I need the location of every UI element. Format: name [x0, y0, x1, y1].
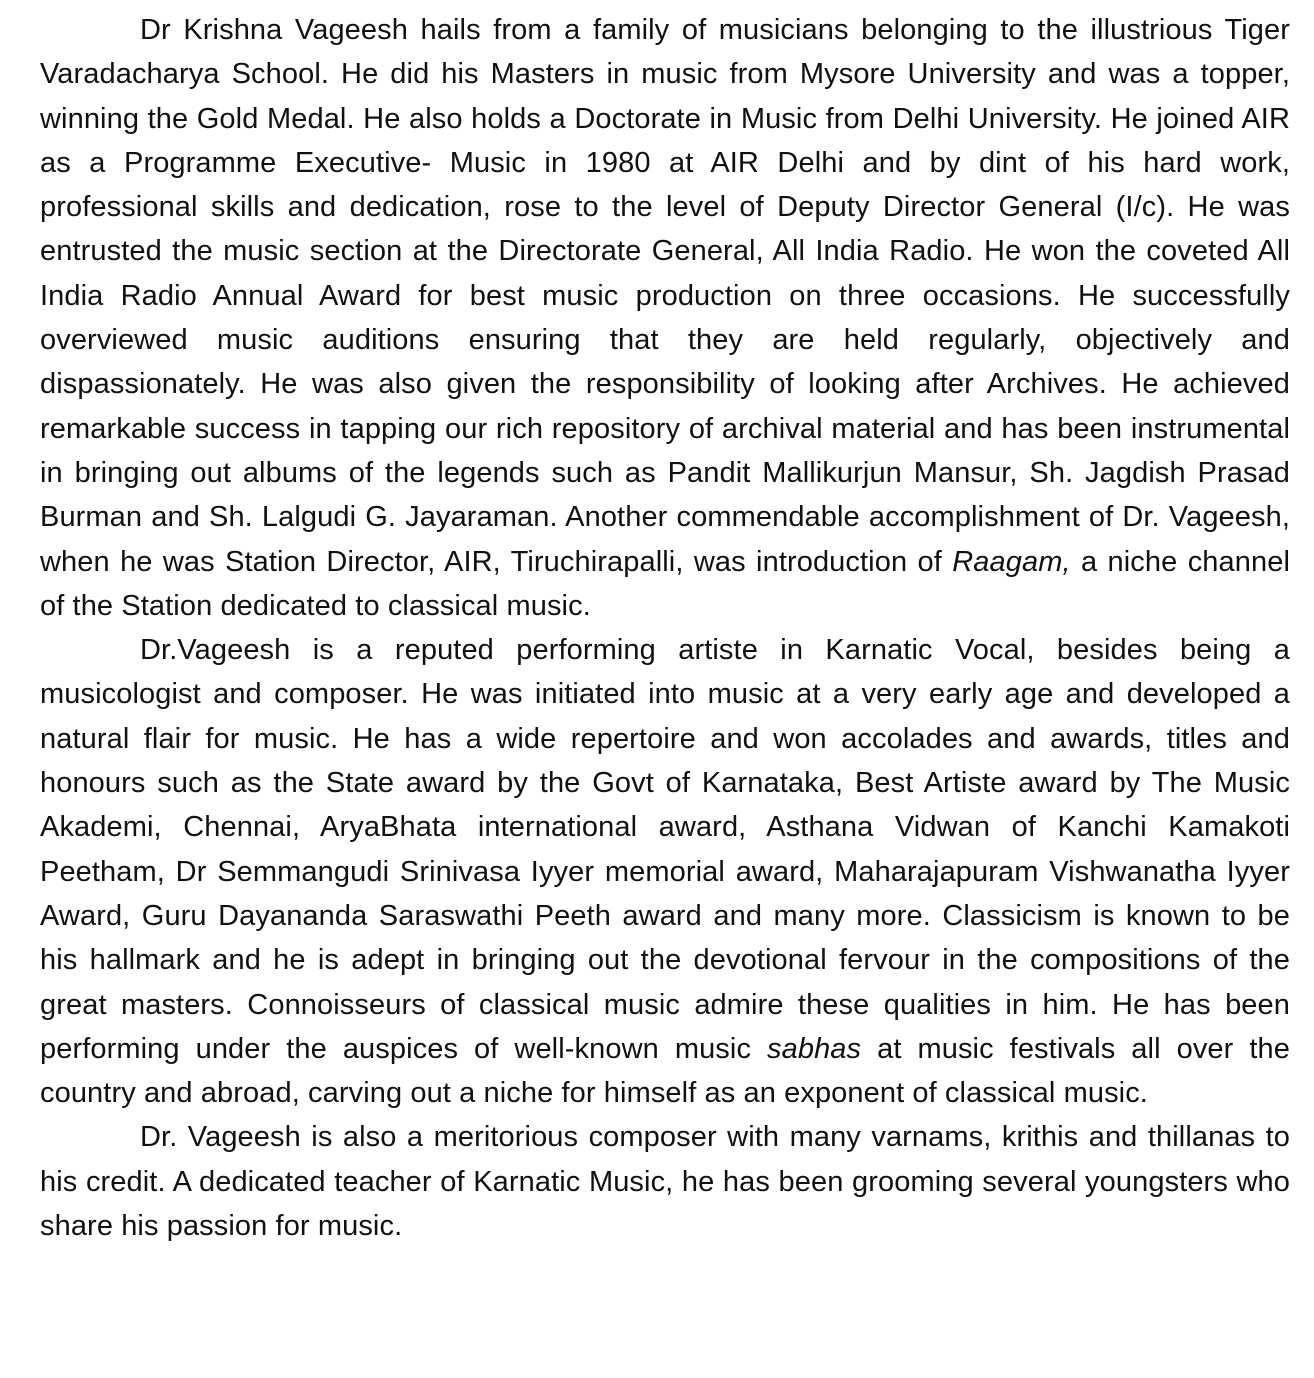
paragraph-biography-career: [40, 8, 1290, 628]
text-segment: at music festivals all over the country and abroad, carving out a niche for himself as an exponent of classical music.: [40, 1032, 1290, 1110]
text-segment: Dr Krishna Vageesh hails from a family of musicians belonging to the illustrious Tiger Varadacharya School. He did his Masters in music from Mysore University and was a topper, winning the Gold Medal. He also holds a Doctorate in Music from Delhi University. He joined AIR as a Programme Executive- Music in 1980 at AIR Delhi and by dint of his hard work, professional skills and dedication, rose to the level of Deputy Director General (I/c). He was entrusted the music section at the Directorate General, All India Radio. He won the coveted All India Radio Annual Award for best music production on three occasions. He successfully overviewed music auditions ensuring that they are held regularly, objectively and dispassionately. He was also given the responsibility of looking after Archives. He achieved remarkable success in tapping our rich repository of archival material and has been instrumental in bringing out albums of the legends such as Pandit Mallikurjun Mansur, Sh. Jagdish Prasad Burman and Sh. Lalgudi G. Jayaraman. Another commendable accomplishment of Dr. Vageesh, when he was Station Director, AIR, Tiruchirapalli, was introduction of: [40, 14, 1290, 578]
paragraph-biography-performer: [40, 628, 1290, 1115]
document-page: [40, 8, 1290, 1248]
text-segment: Dr. Vageesh is also a meritorious composer with many varnams, krithis and thillanas to his credit. A dedicated teacher of Karnatic Music, he has been grooming several youngsters who share his passion for music.: [40, 1121, 1290, 1243]
text-segment: Dr.Vageesh is a reputed performing artiste in Karnatic Vocal, besides being a musicologist and composer. He was initiated into music at a very early age and developed a natural flair for music. He has a wide repertoire and won accolades and awards, titles and honours such as the State award by the Govt of Karnataka, Best Artiste award by The Music Akademi, Chennai, AryaBhata international award, Asthana Vidwan of Kanchi Kamakoti Peetham, Dr Semmangudi Srinivasa Iyyer memorial award, Maharajapuram Vishwanatha Iyyer Award, Guru Dayananda Saraswathi Peeth award and many more. Classicism is known to be his hallmark and he is adept in bringing out the devotional fervour in the compositions of the great masters. Connoisseurs of classical music admire these qualities in him. He has been performing under the auspices of well-known music: [40, 634, 1290, 1065]
paragraph-biography-composer: [40, 1115, 1290, 1248]
channel-name-italic: Raagam,: [952, 545, 1071, 578]
sabhas-italic: sabhas: [767, 1032, 862, 1065]
text-segment: a niche channel of the Station dedicated to classical music.: [40, 545, 1290, 622]
